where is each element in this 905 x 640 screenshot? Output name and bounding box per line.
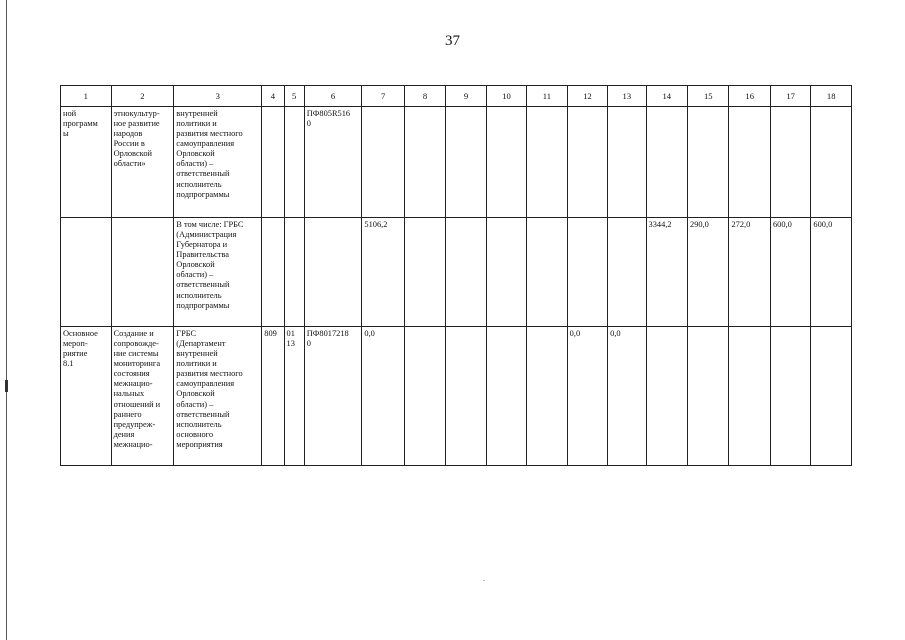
table-cell <box>688 107 729 218</box>
header-cell: 3 <box>174 86 262 107</box>
header-cell: 18 <box>811 86 852 107</box>
header-cell: 14 <box>646 86 687 107</box>
table-cell <box>646 107 687 218</box>
table-cell <box>404 218 445 327</box>
table-cell: ГРБС (Департамент внутренней политики и развития местного самоуправления Орловской области) – ответственный исполнитель основного мероприятия <box>174 327 262 466</box>
header-cell: 9 <box>446 86 486 107</box>
page-number: 37 <box>445 33 460 49</box>
table-cell <box>61 218 112 327</box>
table-cell <box>404 107 445 218</box>
budget-table <box>60 85 852 466</box>
table-cell <box>284 107 304 218</box>
table-cell: ной программ ы <box>61 107 112 218</box>
table-cell: 0,0 <box>608 327 646 466</box>
table-cell: 600,0 <box>811 218 852 327</box>
table-cell <box>111 218 174 327</box>
table-cell <box>567 107 607 218</box>
scan-speck <box>483 580 485 581</box>
header-cell: 13 <box>608 86 646 107</box>
header-cell: 6 <box>304 86 362 107</box>
table-row <box>61 218 852 327</box>
table-cell: ПФ8017218 0 <box>304 327 362 466</box>
table-cell <box>608 218 646 327</box>
table-cell: 0,0 <box>362 327 404 466</box>
table-cell <box>608 107 646 218</box>
table-cell: В том числе: ГРБС (Администрация Губернатора и Правительства Орловской области) – ответственный исполнитель подпрограммы <box>174 218 262 327</box>
table-cell: 01 13 <box>284 327 304 466</box>
table-cell: 290,0 <box>688 218 729 327</box>
table-cell <box>486 218 526 327</box>
table-cell <box>770 327 810 466</box>
header-cell: 2 <box>111 86 174 107</box>
header-cell: 7 <box>362 86 404 107</box>
header-cell: 10 <box>486 86 526 107</box>
header-cell: 12 <box>567 86 607 107</box>
table-cell: 3344,2 <box>646 218 687 327</box>
header-cell: 4 <box>262 86 284 107</box>
table-cell <box>527 218 567 327</box>
table-cell <box>646 327 687 466</box>
table-cell: 5106,2 <box>362 218 404 327</box>
table-cell: 809 <box>262 327 284 466</box>
page-left-edge <box>6 0 7 640</box>
header-cell: 17 <box>770 86 810 107</box>
table-cell: этнокультур- ное развитие народов России в Орловской области» <box>111 107 174 218</box>
table-cell <box>404 327 445 466</box>
table-cell: 0,0 <box>567 327 607 466</box>
table-cell <box>262 107 284 218</box>
table-cell <box>446 107 486 218</box>
table-cell <box>527 327 567 466</box>
table-row <box>61 107 852 218</box>
table-cell <box>527 107 567 218</box>
table-cell <box>446 218 486 327</box>
table-cell <box>729 327 770 466</box>
header-cell: 11 <box>527 86 567 107</box>
table-cell <box>729 107 770 218</box>
table-row <box>61 327 852 466</box>
table-cell <box>446 327 486 466</box>
table-cell: 272,0 <box>729 218 770 327</box>
table-cell <box>567 218 607 327</box>
header-cell: 8 <box>404 86 445 107</box>
table-cell: Создание и сопровожде- ние системы мониторинга состояния межнацио- нальных отношений и раннего предупреж- дения межнацио- <box>111 327 174 466</box>
table-cell: ПФ805R516 0 <box>304 107 362 218</box>
header-cell: 15 <box>688 86 729 107</box>
table-cell <box>486 107 526 218</box>
header-row <box>61 86 852 107</box>
table-cell <box>770 107 810 218</box>
table-cell <box>284 218 304 327</box>
table-cell <box>811 327 852 466</box>
table-cell <box>262 218 284 327</box>
table-cell <box>688 327 729 466</box>
table-cell: внутренней политики и развития местного самоуправления Орловской области) – ответственный исполнитель подпрограммы <box>174 107 262 218</box>
header-cell: 1 <box>61 86 112 107</box>
table-cell <box>486 327 526 466</box>
table-cell: 600,0 <box>770 218 810 327</box>
table-cell: Основное мероп- риятие 8.1 <box>61 327 112 466</box>
table-cell <box>362 107 404 218</box>
header-cell: 16 <box>729 86 770 107</box>
binding-mark <box>5 380 8 392</box>
header-cell: 5 <box>284 86 304 107</box>
table-cell <box>304 218 362 327</box>
table-cell <box>811 107 852 218</box>
